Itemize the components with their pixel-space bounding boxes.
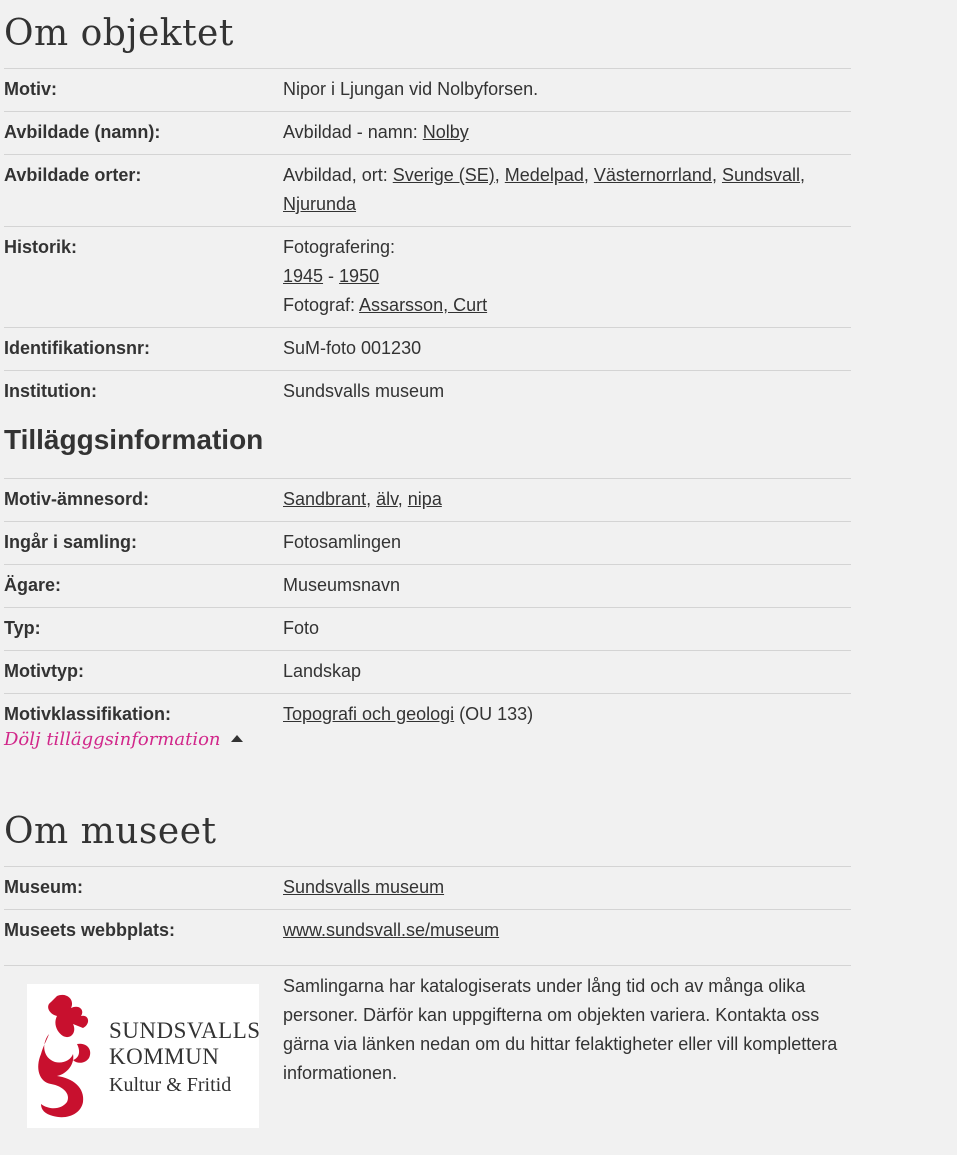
row-label: Museets webbplats:: [4, 920, 176, 940]
row-value: SuM-foto 001230: [283, 338, 422, 358]
museum-info-table: [4, 866, 851, 952]
row-value: Museumsnavn: [283, 575, 401, 595]
table-row: [4, 154, 851, 226]
photographer-prefix: Fotograf:: [283, 295, 360, 315]
row-label: Ingår i samling:: [4, 532, 138, 552]
row-value: Avbildad, ort: Sverige (SE), Medelpad, Västernorrland, Sundsvall, Njurunda: [283, 165, 806, 214]
table-row: [4, 327, 851, 370]
row-value: [283, 118, 851, 147]
logo-line-kommun: KOMMUN: [109, 1044, 220, 1069]
link-sandbrant[interactable]: Sandbrant: [283, 489, 367, 509]
page-title-om-museet: Om museet: [4, 811, 217, 852]
table-row: [4, 564, 851, 607]
row-label: Museum:: [4, 877, 84, 897]
historik-heading: Fotografering:: [283, 237, 396, 257]
toggle-label: Dölj tilläggsinformation: [4, 729, 221, 750]
row-label: Ägare:: [4, 575, 62, 595]
row-value: Sundsvalls museum: [283, 381, 445, 401]
link-nipa[interactable]: nipa: [407, 489, 442, 509]
table-row: [4, 607, 851, 650]
table-row: [4, 650, 851, 693]
row-value: Sandbrant, älv, nipa: [283, 489, 442, 509]
row-label: Institution:: [4, 381, 97, 401]
link-topografi[interactable]: Topografi och geologi: [283, 704, 455, 724]
table-row: [4, 226, 851, 327]
row-label: Motivtyp:: [4, 661, 84, 681]
year-separator: -: [323, 266, 340, 286]
museum-logo-row: [4, 965, 851, 1096]
row-label: Historik:: [4, 237, 78, 257]
row-value: Fotosamlingen: [283, 532, 402, 552]
link-year-from[interactable]: 1945: [283, 266, 324, 286]
table-row: [4, 68, 851, 111]
row-label: Motiv-ämnesord:: [4, 489, 150, 509]
object-info-table: [4, 68, 851, 413]
row-label: Identifikationsnr:: [4, 338, 151, 358]
section-title-tillaggsinformation: Tilläggsinformation: [4, 424, 264, 455]
value-prefix: Avbildad - namn:: [283, 122, 423, 142]
row-value: [283, 916, 851, 945]
dragon-emblem-icon: [27, 984, 107, 1128]
table-row: [4, 111, 851, 154]
table-row: [4, 370, 851, 413]
link-museum-website[interactable]: www.sundsvall.se/museum: [283, 920, 500, 940]
link-museum[interactable]: Sundsvalls museum: [283, 877, 445, 897]
row-label: Motivklassifikation:: [4, 704, 172, 724]
link-sundsvall[interactable]: Sundsvall: [721, 165, 801, 185]
caret-up-icon: [231, 735, 243, 742]
link-nolby[interactable]: Nolby: [422, 122, 469, 142]
link-njurunda[interactable]: Njurunda: [283, 194, 357, 214]
classification-code: (OU 133): [454, 704, 534, 724]
logo-line-sundsvalls: SUNDSVALLS: [109, 1018, 261, 1043]
page-title-om-objektet: Om objektet: [4, 13, 234, 54]
row-value: [283, 873, 851, 902]
row-value: [283, 700, 851, 729]
row-label: Avbildade (namn):: [4, 122, 161, 142]
collection-disclaimer: Samlingarna har katalogiserats under lång tid och av många olika personer. Därför kan uppgifterna om objekten variera. Kontakta oss gärna via länken nedan om du hittar felaktigheter eller vill komplettera informationen.: [283, 976, 838, 1083]
table-row: [4, 866, 851, 909]
sundsvalls-kommun-logo: [27, 984, 259, 1128]
row-value: [283, 233, 851, 320]
link-year-to[interactable]: 1950: [339, 266, 380, 286]
link-photographer[interactable]: Assarsson, Curt: [359, 295, 488, 315]
table-row: [4, 909, 851, 952]
link-vasternorrland[interactable]: Västernorrland: [593, 165, 712, 185]
hide-extra-info-toggle[interactable]: [4, 729, 243, 750]
link-sverige[interactable]: Sverige (SE): [392, 165, 495, 185]
row-label: Motiv:: [4, 79, 57, 99]
extra-info-table: [4, 478, 851, 736]
logo-line-kultur: Kultur & Fritid: [109, 1074, 232, 1096]
row-label: Avbildade orter:: [4, 165, 142, 185]
link-alv[interactable]: älv: [376, 489, 398, 509]
row-value: Landskap: [283, 661, 362, 681]
value-prefix: Avbildad, ort:: [283, 165, 393, 185]
link-medelpad[interactable]: Medelpad: [504, 165, 584, 185]
row-value: Nipor i Ljungan vid Nolbyforsen.: [283, 79, 539, 99]
table-row: [4, 478, 851, 521]
row-label: Typ:: [4, 618, 41, 638]
row-value: Foto: [283, 618, 320, 638]
table-row: [4, 521, 851, 564]
